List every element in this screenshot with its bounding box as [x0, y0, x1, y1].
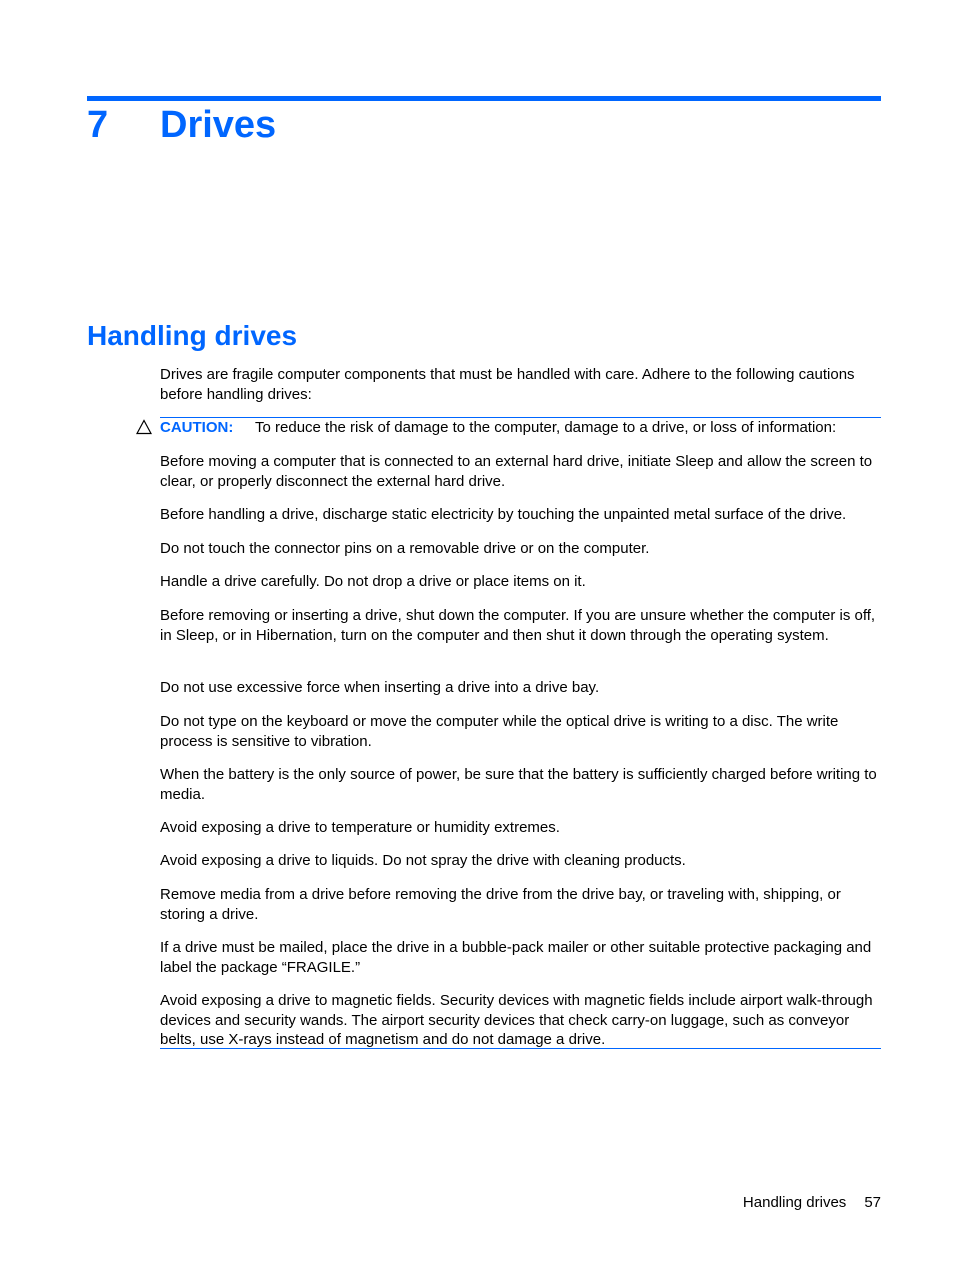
caution-text: To reduce the risk of damage to the computer, damage to a drive, or loss of information: — [255, 419, 837, 436]
page-footer — [743, 1193, 881, 1213]
caution-item: Before handling a drive, discharge static electricity by touching the unpainted metal surface of the drive. — [160, 506, 847, 523]
caution-item: Remove media from a drive before removing the drive from the drive bay, or traveling with, shipping, or storing a drive. — [160, 886, 841, 923]
chapter-number: 7 — [87, 104, 109, 146]
caution-item: Do not touch the connector pins on a removable drive or on the computer. — [160, 540, 650, 557]
caution-item: Before moving a computer that is connected to an external hard drive, initiate Sleep and allow the screen to clear, or properly disconnect the external hard drive. — [160, 453, 873, 490]
caution-item: Avoid exposing a drive to liquids. Do not spray the drive with cleaning products. — [160, 852, 686, 869]
caution-line — [160, 418, 882, 438]
caution-item: Handle a drive carefully. Do not drop a drive or place items on it. — [160, 573, 586, 590]
chapter-heading — [87, 102, 276, 148]
caution-item: Do not use excessive force when inserting a drive into a drive bay. — [160, 679, 600, 696]
footer-section-title: Handling drives — [742, 1194, 847, 1211]
chapter-title: Drives — [160, 104, 277, 146]
page-number: 57 — [864, 1194, 881, 1211]
caution-item: If a drive must be mailed, place the drive in a bubble-pack mailer or other suitable protective packaging and label the package “FRAGILE.” — [160, 939, 872, 976]
caution-item: When the battery is the only source of power, be sure that the battery is sufficiently charged before writing to media. — [160, 766, 877, 803]
caution-item: Before removing or inserting a drive, shut down the computer. If you are unsure whether the computer is off, in Sleep, or in Hibernation, turn on the computer and then shut it down through the operating system. — [160, 607, 876, 644]
intro-paragraph: Drives are fragile computer components that must be handled with care. Adhere to the following cautions before handling drives: — [160, 366, 855, 403]
caution-triangle-icon — [136, 419, 152, 435]
caution-item: Avoid exposing a drive to magnetic fields. Security devices with magnetic fields include airport walk-through devices and security wands. The airport security devices that check carry-on luggage, such as conveyor belts, use X-rays instead of magnetism and do not damage a drive. — [160, 992, 873, 1048]
caution-bottom-rule — [160, 1048, 881, 1049]
section-heading: Handling drives — [87, 320, 298, 351]
caution-item: Do not type on the keyboard or move the computer while the optical drive is writing to a disc. The write process is sensitive to vibration. — [160, 713, 839, 750]
chapter-rule — [87, 96, 881, 101]
caution-label: CAUTION: — [160, 419, 234, 436]
caution-item: Avoid exposing a drive to temperature or humidity extremes. — [160, 819, 560, 836]
